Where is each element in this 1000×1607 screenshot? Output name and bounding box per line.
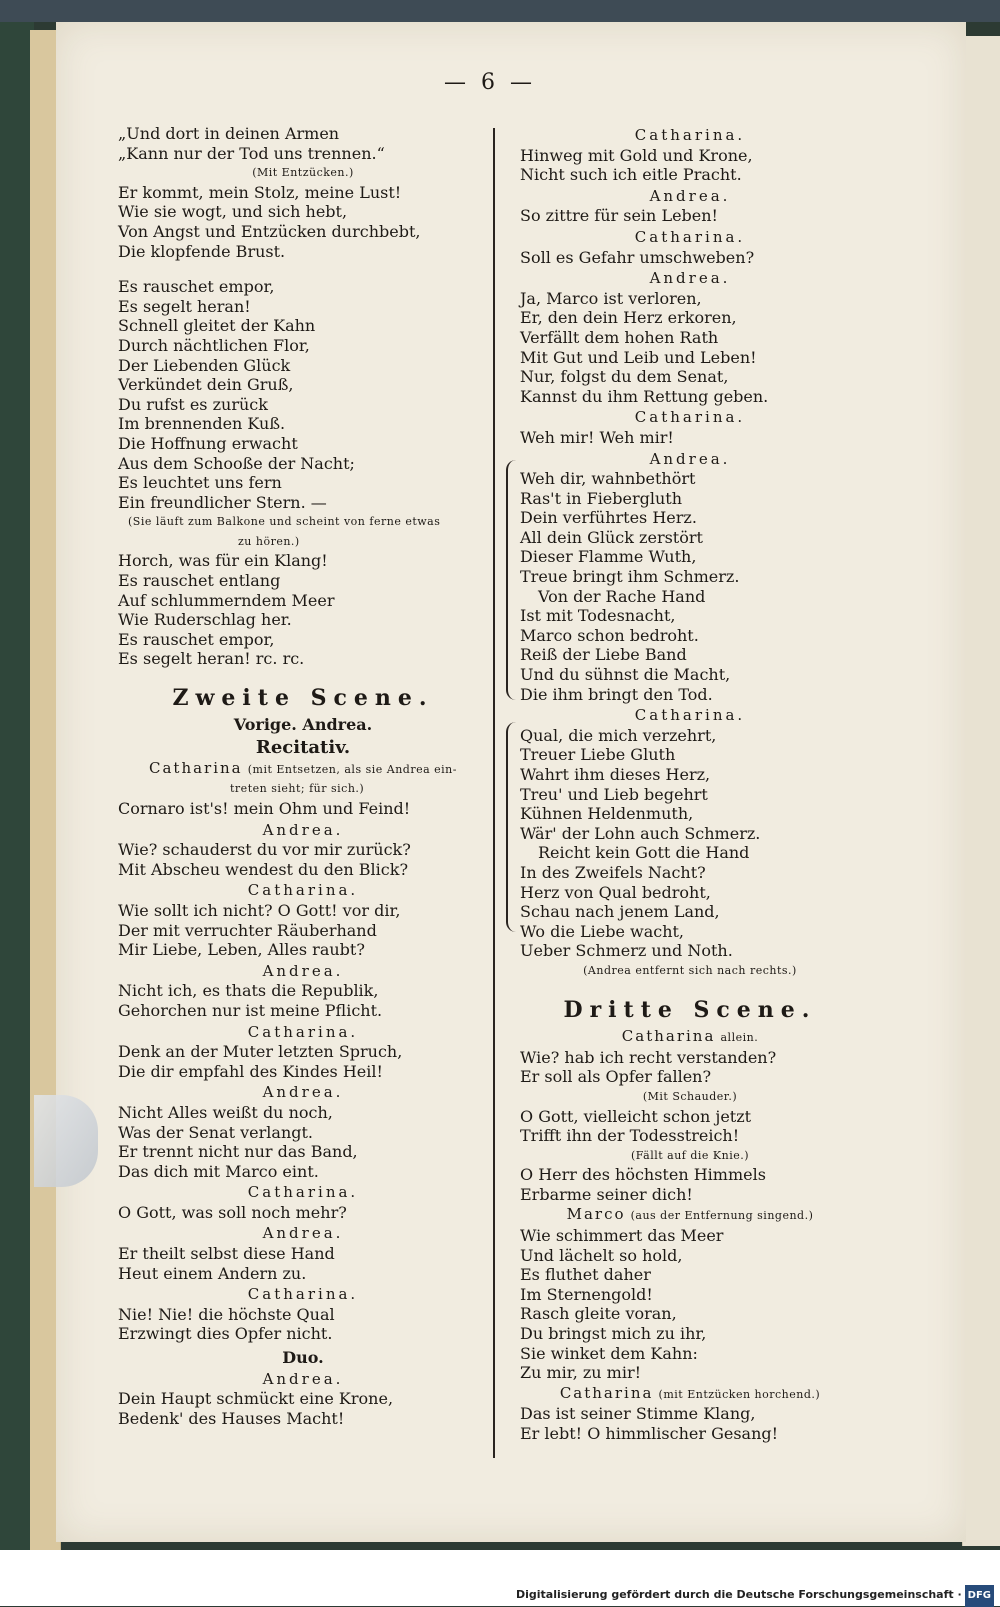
speaker-name: Catharina (149, 758, 243, 777)
verse-line: Treu' und Lieb begehrt (520, 784, 708, 804)
stage-direction: (Fällt auf die Knie.) (630, 1148, 750, 1162)
verse-line: Reicht kein Gott die Hand (538, 843, 750, 863)
verse-line: Das ist seiner Stimme Klang, (520, 1404, 756, 1424)
verse-line: Marco schon bedroht. (520, 625, 699, 645)
scene-heading: Zweite Scene. (172, 685, 434, 712)
scan-background-left (0, 22, 34, 1550)
verse-line: Verfällt dem hohen Rath (520, 327, 719, 347)
verse-line: Reiß der Liebe Band (520, 645, 687, 665)
verse-line: Soll es Gefahr umschweben? (520, 247, 755, 267)
next-page-edge (962, 36, 1000, 1546)
verse-line: Zu mir, zu mir! (520, 1363, 642, 1383)
verse-line: Gehorchen nur ist meine Pflicht. (118, 1000, 383, 1020)
verse-line: Es segelt heran! rc. rc. (118, 649, 305, 669)
stage-direction: (mit Entsetzen, als sie Andrea ein- (247, 762, 457, 776)
verse-line: Wie? schauderst du vor mir zurück? (118, 840, 411, 860)
verse-line: Und du sühnst die Macht, (520, 665, 731, 685)
speaker-name: Catharina. (247, 881, 359, 900)
speaker-with-direction (520, 1383, 860, 1405)
speaker-name: Catharina. (634, 126, 746, 144)
speaker-name: Andrea. (262, 1224, 344, 1243)
verse-line: Mir Liebe, Leben, Alles raubt? (118, 940, 365, 960)
verse-line: Die ihm bringt den Tod. (520, 684, 713, 704)
verse-line: Nicht such ich eitle Pracht. (520, 165, 742, 185)
verse-line: Verkündet dein Gruß, (118, 375, 294, 395)
verse-line: Dieser Flamme Wuth, (520, 547, 697, 567)
verse-line: Wahrt ihm dieses Herz, (520, 765, 711, 784)
speaker-name: Catharina. (247, 1022, 359, 1041)
verse-line: Mit Gut und Leib und Leben! (520, 347, 757, 367)
speaker-name: Catharina (621, 1027, 716, 1046)
speaker-name: Catharina. (634, 227, 746, 246)
verse-line: Du bringst mich zu ihr, (520, 1324, 707, 1344)
verse-line: Horch, was für ein Klang! (118, 551, 328, 571)
verse-line: Ist mit Todesnacht, (520, 606, 676, 626)
stage-direction: (mit Entzücken horchend.) (658, 1387, 821, 1401)
verse-line: Schau nach jenem Land, (520, 902, 720, 922)
verse-line: Mit Abscheu wendest du den Blick? (118, 859, 409, 879)
speaker-name: Catharina. (634, 706, 746, 725)
verse-line: So zittre für sein Leben! (520, 206, 718, 226)
verse-line: Aus dem Schooße der Nacht; (118, 453, 355, 473)
cast-line: Vorige. Andrea. (233, 714, 373, 734)
stage-direction: treten sieht; für sich.) (230, 782, 365, 796)
verse-line: Im brennenden Kuß. (118, 414, 286, 434)
verse-line: Was der Senat verlangt. (118, 1122, 313, 1142)
verse-line: „Kann nur der Tod uns trennen.“ (118, 143, 385, 163)
verse-line: Cornaro ist's! mein Ohm und Feind! (118, 799, 411, 818)
speaker-with-direction (520, 1026, 860, 1048)
speaker-name: Catharina. (634, 408, 746, 427)
digitization-footer (0, 1584, 1000, 1606)
verse-line: Er theilt selbst diese Hand (118, 1244, 335, 1264)
verse-line: All dein Glück zerstört (520, 527, 703, 547)
verse-line: Von der Rache Hand (538, 586, 706, 606)
column-divider (493, 128, 495, 1458)
stage-direction: (Mit Entzücken.) (252, 166, 354, 180)
speaker-name: Marco (566, 1205, 626, 1224)
verse-line: Der Liebenden Glück (118, 355, 291, 375)
verse-line: Weh dir, wahnbethört (520, 469, 696, 489)
stage-direction: allein. (720, 1031, 759, 1045)
stage-direction: (Mit Schauder.) (642, 1089, 738, 1103)
stage-direction: (aus der Entfernung singend.) (630, 1209, 814, 1223)
verse-line: Er, den dein Herz erkoren, (520, 308, 737, 328)
verse-line: Ras't in Fiebergluth (520, 488, 683, 508)
verse-line: Das dich mit Marco eint. (118, 1161, 319, 1181)
speaker-name: Andrea. (262, 1369, 344, 1388)
verse-line: Du rufst es zurück (118, 394, 268, 414)
verse-line: Die Hoffnung erwacht (118, 433, 298, 453)
verse-line: Im Sternengold! (520, 1284, 653, 1304)
speaker-name: Catharina (559, 1383, 654, 1402)
verse-line: Heut einem Andern zu. (118, 1263, 307, 1283)
speaker-name: Andrea. (649, 449, 731, 468)
verse-line: Wo die Liebe wacht, (520, 921, 685, 941)
right-column (520, 124, 860, 1444)
verse-line: Es rauschet entlang (118, 571, 281, 591)
speaker-name: Andrea. (262, 820, 344, 839)
speaker-name: Andrea. (262, 961, 344, 980)
stage-direction: (Sie läuft zum Balkone und scheint von ferne etwas (128, 515, 441, 529)
verse-line: Nicht Alles weißt du noch, (118, 1102, 333, 1122)
verse-line: Wie sollt ich nicht? O Gott! vor dir, (118, 900, 401, 920)
verse-line: Auf schlummerndem Meer (118, 590, 335, 610)
scan-background-top (0, 0, 1000, 22)
verse-line: Es fluthet daher (520, 1265, 651, 1285)
verse-line: Es leuchtet uns fern (118, 473, 282, 493)
verse-line: Die dir empfahl des Kindes Heil! (118, 1061, 383, 1081)
verse-line: Treue bringt ihm Schmerz. (520, 567, 740, 587)
verse-line: Wie schimmert das Meer (520, 1226, 724, 1246)
verse-line: Ja, Marco ist verloren, (520, 288, 702, 308)
speaker-name: Andrea. (649, 269, 731, 288)
verse-line: Nur, folgst du dem Senat, (520, 367, 729, 387)
verse-line: Der mit verruchter Räuberhand (118, 920, 377, 940)
verse-line: Er soll als Opfer fallen? (520, 1067, 712, 1087)
verse-line: Es segelt heran! (118, 296, 251, 316)
bookmark-ribbon (34, 1095, 98, 1187)
verse-line: Kannst du ihm Rettung geben. (520, 386, 769, 406)
verse-line: Es rauschet empor, (118, 277, 275, 297)
verse-line: Er lebt! O himmlischer Gesang! (520, 1424, 779, 1443)
speaker-name: Catharina. (247, 1183, 359, 1202)
verse-line: Erbarme seiner dich! (520, 1184, 693, 1204)
stage-direction: zu hören.) (238, 534, 300, 548)
verse-line: Nie! Nie! die höchste Qual (118, 1304, 335, 1324)
verse-line: Von Angst und Entzücken durchbebt, (118, 221, 421, 241)
verse-line: O Herr des höchsten Himmels (520, 1165, 766, 1185)
verse-line: O Gott, vielleicht schon jetzt (520, 1106, 752, 1126)
verse-line: Die klopfende Brust. (118, 241, 286, 261)
verse-line: Wie Ruderschlag her. (118, 610, 292, 630)
verse-line: Wie sie wogt, und sich hebt, (118, 202, 348, 222)
speaker-name: Catharina. (247, 1285, 359, 1304)
section-heading: Duo. (282, 1348, 324, 1368)
speaker-with-direction (118, 758, 488, 780)
verse-line: Wie? hab ich recht verstanden? (520, 1047, 777, 1067)
left-column (118, 124, 488, 1428)
verse-line: Dein Haupt schmückt eine Krone, (118, 1389, 394, 1409)
verse-line: Kühnen Heldenmuth, (520, 804, 694, 824)
verse-line: Bedenk' des Hauses Macht! (118, 1408, 345, 1428)
verse-line: Herz von Qual bedroht, (520, 882, 711, 902)
page-number: — 6 — (444, 70, 536, 95)
verse-line: Weh mir! Weh mir! (520, 427, 674, 447)
scene-heading: Dritte Scene. (563, 996, 817, 1023)
verse-line: Denk an der Muter letzten Spruch, (118, 1042, 403, 1062)
verse-line: Dein verführtes Herz. (520, 508, 697, 528)
section-heading: Recitativ. (255, 737, 351, 759)
footer-text: Digitalisierung gefördert durch die Deutsche Forschungsgemeinschaft · (515, 1588, 962, 1601)
verse-line: Und lächelt so hold, (520, 1245, 683, 1265)
verse-line: Durch nächtlichen Flor, (118, 335, 310, 355)
verse-line: Erzwingt dies Opfer nicht. (118, 1324, 333, 1344)
verse-line: Nicht ich, es thats die Republik, (118, 981, 379, 1001)
verse-line: In des Zweifels Nacht? (520, 862, 706, 882)
verse-line: Er kommt, mein Stolz, meine Lust! (118, 182, 402, 202)
verse-line: Wär' der Lohn auch Schmerz. (520, 823, 761, 843)
verse-line: Schnell gleitet der Kahn (118, 316, 316, 336)
verse-line: Sie winket dem Kahn: (520, 1343, 698, 1363)
verse-line: Ein freundlicher Stern. — (118, 492, 327, 512)
verse-line: Hinweg mit Gold und Krone, (520, 145, 753, 165)
stage-direction: (Andrea entfernt sich nach rechts.) (583, 963, 797, 977)
verse-line: „Und dort in deinen Armen (118, 124, 340, 143)
verse-line: Trifft ihn der Todesstreich! (520, 1126, 740, 1146)
verse-line: Rasch gleite voran, (520, 1304, 677, 1324)
verse-line: Qual, die mich verzehrt, (520, 725, 717, 745)
verse-line: Treuer Liebe Gluth (520, 745, 676, 765)
stanza-gap (118, 261, 488, 277)
speaker-name: Andrea. (262, 1083, 344, 1102)
verse-line: Er trennt nicht nur das Band, (118, 1142, 358, 1162)
speaker-name: Andrea. (649, 186, 731, 205)
speaker-with-direction (520, 1204, 860, 1226)
dfg-logo: DFG (965, 1585, 994, 1607)
verse-line: Es rauschet empor, (118, 629, 275, 649)
verse-line: O Gott, was soll noch mehr? (118, 1202, 347, 1222)
verse-line: Ueber Schmerz und Noth. (520, 941, 733, 961)
